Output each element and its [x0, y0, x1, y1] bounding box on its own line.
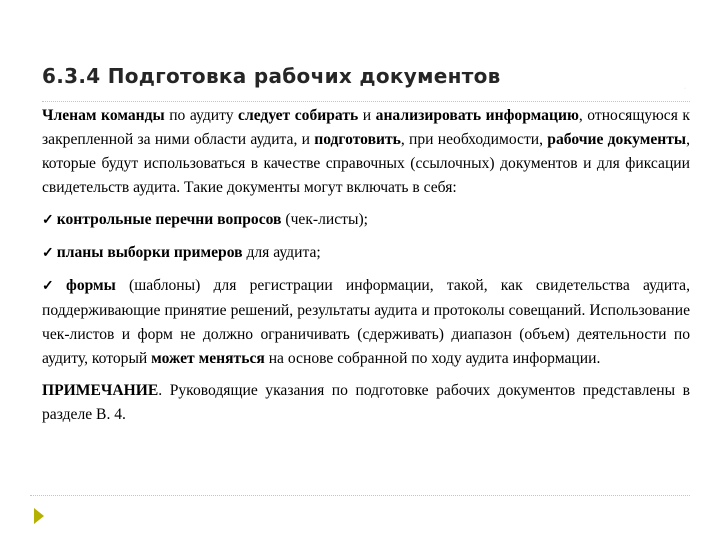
bullet-bold: формы	[66, 277, 116, 294]
slide-title: 6.3.4 Подготовка рабочих документов	[42, 64, 501, 88]
intro-text-4: , при необходимости,	[400, 131, 548, 148]
bullet-item-sampling-plans	[42, 241, 690, 266]
intro-text-1: по аудиту	[164, 107, 239, 124]
footer-divider	[30, 495, 690, 496]
checkmark-icon: ✓	[42, 213, 54, 228]
intro-bold-5: рабочие документы	[547, 131, 687, 148]
intro-bold-4: подготовить	[314, 131, 401, 148]
intro-paragraph	[42, 104, 690, 200]
bullet-text-2: на основе собранной по ходу аудита информации.	[264, 350, 601, 367]
bullet-item-checklists	[42, 208, 690, 233]
note-text: . Руководящие указания по подготовке рабочих документов представлены в разделе В. 4.	[42, 382, 690, 423]
intro-text-3: , относящуюся к закрепленной за ними области аудита, и	[42, 107, 690, 148]
intro-bold-2: следует собирать	[238, 107, 359, 124]
bullet-bold: контрольные перечни вопросов	[56, 211, 282, 228]
bullet-text: (шаблоны) для регистрации информации, такой, как свидетельства аудита, поддерживающие принятие решений, результаты аудита и протоколы совещаний. Использование чек-листов и форм не должно ограничивать (сдерживать) диапазон (объем) деятельности по аудиту, который	[42, 277, 690, 367]
intro-bold-1: Членам команды	[42, 107, 165, 124]
bullet-text: для аудита;	[242, 244, 321, 261]
bullet-bold: планы выборки примеров	[56, 244, 243, 261]
intro-text-5: , которые будут использоваться в качестве справочных (ссылочных) документов и для фиксации свидетельств аудита. Такие документы могут включать в себя:	[42, 131, 690, 196]
corner-mark: ·	[684, 86, 686, 92]
checkmark-icon: ✓	[42, 279, 64, 294]
intro-text-2: и	[358, 107, 376, 124]
note-paragraph	[42, 379, 690, 427]
note-label: ПРИМЕЧАНИЕ	[42, 382, 159, 399]
intro-bold-3: анализировать информацию	[375, 107, 579, 124]
bullet-text: (чек-листы);	[281, 211, 368, 228]
bullet-bold-2: может меняться	[151, 350, 265, 367]
triangle-arrow-icon	[34, 508, 44, 524]
checkmark-icon: ✓	[42, 246, 54, 261]
title-divider	[42, 101, 690, 102]
slide-content	[42, 104, 690, 427]
bullet-item-forms	[42, 274, 690, 371]
